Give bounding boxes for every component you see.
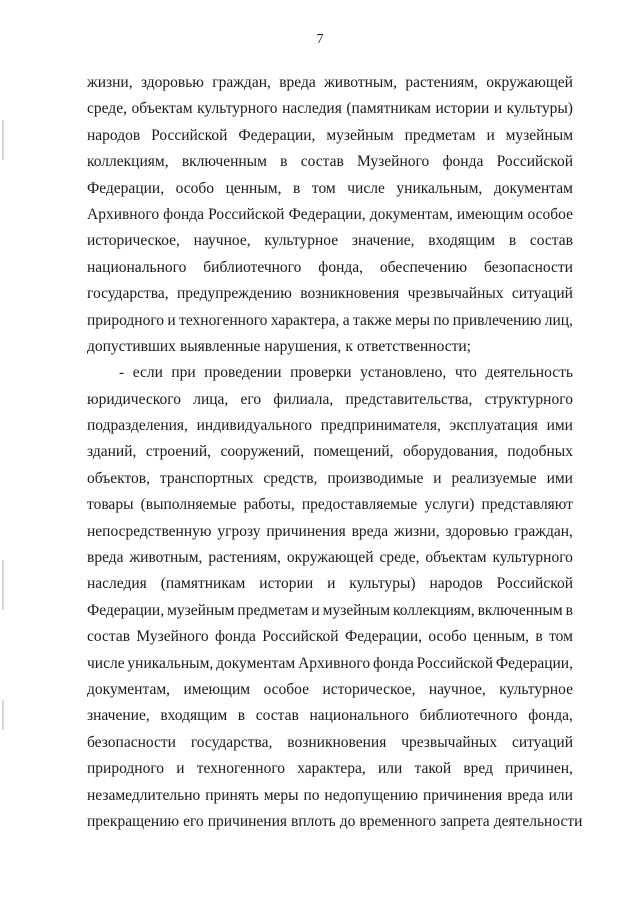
word: непосредственную — [87, 522, 212, 540]
word: научное, — [193, 232, 251, 250]
word: и — [493, 100, 503, 118]
word: музейным — [322, 601, 391, 619]
word: если — [132, 364, 163, 382]
word: безопасности — [484, 258, 573, 276]
text-line — [87, 809, 583, 835]
word: - — [119, 364, 125, 382]
word: растениям, — [208, 549, 281, 567]
word: товары — [87, 496, 134, 514]
word: состав — [300, 153, 344, 171]
word: сооружений, — [220, 443, 305, 461]
word: документам, — [369, 205, 453, 223]
word: национального — [87, 258, 187, 276]
word: культурного — [492, 549, 573, 567]
word: в — [535, 628, 543, 646]
word: запрета — [440, 812, 490, 830]
word: Музейного — [136, 628, 209, 646]
word: Федерации, — [238, 126, 316, 144]
word: помещений, — [313, 443, 394, 461]
word: возникновения — [287, 733, 387, 751]
word: документам — [216, 654, 296, 672]
word: по — [303, 786, 320, 804]
word: и — [433, 469, 442, 487]
word: государства, — [87, 285, 169, 303]
word: прекращению — [87, 812, 180, 830]
word: окружающей — [286, 549, 374, 567]
word: документам — [493, 179, 573, 197]
word: лиц, — [544, 311, 573, 329]
word: его — [240, 390, 262, 408]
text-line — [87, 202, 573, 228]
word: производимые — [327, 469, 424, 487]
text-line — [87, 624, 573, 650]
word: музейным — [326, 126, 394, 144]
word: Российской — [208, 205, 285, 223]
text-line — [87, 545, 573, 571]
word: культуры) — [506, 100, 573, 118]
word: к — [345, 337, 353, 355]
word: филиала, — [273, 390, 334, 408]
text-line — [87, 149, 573, 175]
word: ими — [546, 417, 573, 435]
word: народов — [87, 126, 141, 144]
word: Федерации, — [495, 654, 573, 672]
word: меры — [263, 786, 299, 804]
word: Музейного — [357, 153, 430, 171]
word: техногенного — [196, 760, 286, 778]
word: в — [565, 601, 573, 619]
word: представительства, — [345, 390, 473, 408]
word: в — [293, 179, 301, 197]
page-number: 7 — [316, 32, 324, 47]
word: привлечению — [452, 311, 542, 329]
text-line — [87, 255, 573, 281]
word: а — [342, 311, 350, 329]
word: допустивших — [87, 337, 176, 355]
word: в — [280, 153, 288, 171]
text-line — [87, 703, 573, 729]
scan-margin-mark — [2, 700, 4, 730]
word: состав — [529, 232, 573, 250]
word: (памятникам — [160, 575, 246, 593]
word: временного — [359, 812, 437, 830]
word: услуги) — [424, 496, 475, 514]
word: характера, — [297, 760, 366, 778]
paragraph — [87, 70, 573, 360]
word: научное, — [428, 680, 486, 698]
text-line — [87, 756, 573, 782]
word: Российской — [496, 575, 573, 593]
word: имеющим — [456, 205, 524, 223]
word: фонда — [442, 153, 484, 171]
text-line — [87, 96, 573, 122]
word: Российской — [262, 628, 339, 646]
word: числе — [347, 179, 385, 197]
word: библиотечного — [203, 258, 302, 276]
word: окружающей — [486, 74, 573, 91]
word: средств, — [263, 469, 318, 487]
word: проверки — [290, 364, 352, 382]
word: принять — [205, 786, 259, 804]
text-line — [87, 387, 573, 413]
text-line — [87, 519, 573, 545]
word: по — [433, 311, 450, 329]
word: и — [167, 311, 176, 329]
scan-margin-mark — [2, 560, 4, 610]
word: значение, — [351, 232, 415, 250]
word: историческое, — [322, 680, 416, 698]
word: жизни, — [393, 522, 440, 540]
word: историческое, — [87, 232, 180, 250]
word: Федерации, — [87, 179, 165, 197]
word: истории — [259, 575, 314, 593]
word: объектов, — [87, 469, 150, 487]
word: ответственности; — [356, 337, 471, 355]
word: природного — [87, 760, 165, 778]
word: коллекциям, — [393, 601, 475, 619]
word: уникальным, — [127, 654, 214, 672]
word: или — [548, 786, 573, 804]
word: Архивного — [87, 205, 160, 223]
word: состав — [255, 707, 299, 725]
word: (памятникам — [346, 100, 431, 118]
text-line — [87, 571, 573, 597]
word: Федерации, — [344, 628, 423, 646]
word: характера, — [270, 311, 340, 329]
word: числе — [87, 654, 125, 672]
word: также — [353, 311, 392, 329]
word: меры — [395, 311, 430, 329]
word: культурного — [197, 100, 278, 118]
word: возникновения — [300, 285, 400, 303]
word: вреда — [279, 74, 316, 91]
word: структурного — [484, 390, 573, 408]
word: ситуаций — [511, 285, 573, 303]
word: вреда — [507, 786, 544, 804]
word: выявленные — [179, 337, 261, 355]
word: обеспечению — [379, 258, 468, 276]
word: ценным, — [473, 628, 530, 646]
word: государства, — [190, 733, 273, 751]
word: особое — [263, 680, 310, 698]
text-line — [87, 439, 573, 465]
word: техногенного — [179, 311, 268, 329]
word: фонда — [215, 628, 256, 646]
word: такой — [414, 760, 452, 778]
word: том — [549, 628, 573, 646]
word: что — [454, 364, 477, 382]
text-line — [87, 651, 573, 677]
word: Российской — [416, 654, 494, 672]
word: подобных — [507, 443, 573, 461]
word: Российской — [496, 153, 573, 171]
word: истории — [435, 100, 490, 118]
word: растениям, — [405, 74, 478, 91]
word: предпринимателя, — [320, 417, 441, 435]
word: чрезвычайных — [401, 733, 498, 751]
word: объектам — [131, 100, 193, 118]
word: представляют — [481, 496, 573, 514]
word: деятельности — [493, 812, 583, 830]
word: эксплуатация — [449, 417, 538, 435]
text-line — [87, 360, 573, 386]
word: ими — [546, 469, 573, 487]
word: наследия — [282, 100, 342, 118]
word: здоровью — [445, 522, 509, 540]
word: включенным — [181, 153, 267, 171]
word: причинения — [266, 522, 346, 540]
word: народов — [429, 575, 483, 593]
word: недопущению — [324, 786, 419, 804]
word: Федерации, — [288, 205, 366, 223]
word: юридического — [87, 390, 181, 408]
text-line — [87, 783, 573, 809]
word: деятельность — [485, 364, 573, 382]
word: состав — [87, 628, 131, 646]
word: уникальным, — [396, 179, 483, 197]
word: фонда — [372, 654, 414, 672]
word: строений, — [145, 443, 211, 461]
paragraph — [87, 360, 583, 835]
word: предметам — [404, 126, 476, 144]
word: Федерации, — [87, 601, 165, 619]
word: индивидуального — [196, 417, 313, 435]
word: вплоть — [291, 812, 336, 830]
word: (выполняемые — [140, 496, 237, 514]
word: граждан, — [212, 74, 271, 91]
text-line — [87, 176, 573, 202]
word: и — [327, 575, 336, 593]
word: среде, — [379, 549, 420, 567]
word: вреда — [351, 522, 389, 540]
word: до — [339, 812, 356, 830]
word: особо — [428, 628, 467, 646]
word: включенным — [477, 601, 563, 619]
word: предупреждению — [176, 285, 292, 303]
word: культуры) — [349, 575, 416, 593]
word: в — [237, 707, 246, 725]
word: и — [176, 760, 185, 778]
word: реализуемые — [451, 469, 537, 487]
word: музейным — [505, 126, 573, 144]
word: объектам — [425, 549, 487, 567]
text-line — [87, 413, 573, 439]
word: лица, — [193, 390, 229, 408]
word: угрозу — [217, 522, 261, 540]
word: зданий, — [87, 443, 137, 461]
word: незамедлительно — [87, 786, 201, 804]
word: особое — [527, 205, 573, 223]
word: имеющим — [183, 680, 251, 698]
word: здоровью — [140, 74, 204, 91]
word: в — [508, 232, 517, 250]
word: причинен, — [505, 760, 573, 778]
word: значение, — [87, 707, 150, 725]
document-body — [87, 70, 583, 835]
word: чрезвычайных — [407, 285, 504, 303]
word: ситуаций — [511, 733, 573, 751]
word: или — [377, 760, 403, 778]
word: нарушения, — [264, 337, 342, 355]
word: подразделения, — [87, 417, 188, 435]
word: том — [311, 179, 336, 197]
text-line — [87, 730, 573, 756]
word: и — [486, 126, 495, 144]
word: фонда, — [318, 258, 364, 276]
text-line — [87, 281, 573, 307]
word: Архивного — [298, 654, 371, 672]
word: коллекциям, — [87, 153, 169, 171]
word: наследия — [87, 575, 147, 593]
word: причинения — [422, 786, 503, 804]
word: культурное — [499, 680, 573, 698]
text-line — [87, 123, 573, 149]
word: входящим — [160, 707, 228, 725]
word: входящим — [428, 232, 496, 250]
word: культурное — [264, 232, 339, 250]
word: граждан, — [514, 522, 573, 540]
word: среде, — [87, 100, 127, 118]
text-line — [87, 70, 573, 96]
word: причинения — [207, 812, 288, 830]
word: библиотечного — [419, 707, 518, 725]
word: оборудования, — [403, 443, 498, 461]
word: документам, — [87, 680, 171, 698]
text-line — [87, 598, 573, 624]
word: его — [183, 812, 204, 830]
word: вреда — [87, 549, 124, 567]
word: предоставляемые — [301, 496, 418, 514]
word: животным, — [129, 549, 203, 567]
word: предметам — [237, 601, 309, 619]
word: жизни, — [87, 74, 133, 91]
text-line — [87, 677, 573, 703]
word: фонда, — [528, 707, 573, 725]
text-line — [87, 228, 573, 254]
word: и — [311, 601, 320, 619]
scan-margin-mark — [2, 120, 4, 160]
word: животным, — [324, 74, 398, 91]
word: ценным, — [225, 179, 282, 197]
word: при — [171, 364, 196, 382]
word: природного — [87, 311, 165, 329]
word: особо — [175, 179, 215, 197]
word: проведении — [204, 364, 282, 382]
word: Российской — [151, 126, 228, 144]
word: вред — [463, 760, 493, 778]
word: работы, — [243, 496, 295, 514]
word: фонда — [163, 205, 205, 223]
text-line — [87, 334, 573, 360]
word: музейным — [167, 601, 235, 619]
text-line — [87, 492, 573, 518]
word: установлено, — [360, 364, 447, 382]
text-line — [87, 308, 573, 334]
word: национального — [309, 707, 409, 725]
word: транспортных — [159, 469, 254, 487]
word: безопасности — [87, 733, 176, 751]
text-line — [87, 466, 573, 492]
